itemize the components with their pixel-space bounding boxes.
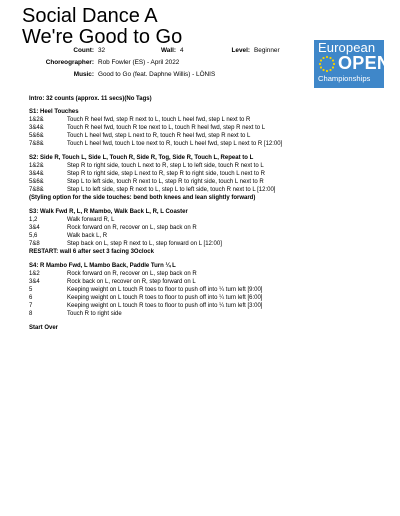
step-count: 7 bbox=[29, 303, 33, 309]
level-value: Beginner bbox=[254, 47, 280, 54]
step-count: 7&8& bbox=[29, 141, 44, 147]
music-label: Music: bbox=[73, 71, 94, 78]
step-description: Rock back on L, recover on R, step forward on L bbox=[67, 279, 196, 285]
step-count: 3&4& bbox=[29, 125, 44, 131]
section-2-title: S2: Side R, Touch L, Side L, Touch R, Side R, Tog, Side R, Touch L, Repeat to L bbox=[29, 155, 254, 161]
eu-stars-icon bbox=[318, 55, 336, 72]
dance-info bbox=[22, 45, 312, 81]
step-description: Touch R to right side bbox=[67, 311, 122, 317]
step-count: 6 bbox=[29, 295, 33, 301]
step-description: Keeping weight on L touch R toes to floor to push off into ¼ turn left [9:00] bbox=[67, 287, 263, 293]
section-4-title: S4: R Mambo Fwd, L Mambo Back, Paddle Turn ¼ L bbox=[29, 263, 176, 269]
wall-label: Wall: bbox=[160, 47, 176, 54]
step-count: 3&4& bbox=[29, 171, 44, 177]
dance-title bbox=[22, 6, 182, 48]
step-description: Touch L heel fwd, touch L toe next to R, touch L heel fwd, step L next to R [12:00] bbox=[67, 141, 283, 147]
step-description: Walk back L, R bbox=[67, 233, 108, 239]
dance-title-line1: Social Dance A bbox=[22, 5, 158, 27]
dance-title-line2: We're Good to Go bbox=[22, 26, 183, 48]
step-count: 1&2& bbox=[29, 163, 44, 169]
step-count: 5&6& bbox=[29, 179, 44, 185]
step-count: 3&4 bbox=[29, 225, 40, 231]
step-description: Step R to right side, touch L next to R, step L to left side, touch R next to L bbox=[67, 163, 264, 169]
step-description: Touch R heel fwd, step R next to L, touch L heel fwd, step L next to R bbox=[67, 117, 251, 123]
step-description: Touch L heel fwd, step L next to R, touch R heel fwd, step R next to L bbox=[67, 133, 251, 139]
step-description: Walk forward R, L bbox=[67, 217, 115, 223]
step-count: 5&6& bbox=[29, 133, 44, 139]
logo-text-european: European bbox=[318, 40, 376, 55]
section-1-title: S1: Heel Touches bbox=[29, 109, 79, 115]
restart-note: RESTART: wall 6 after sect 3 facing 3Oclock bbox=[29, 249, 154, 255]
step-count: 1,2 bbox=[29, 217, 38, 223]
styling-note: (Styling option for the side touches: bend both knees and lean slightly forward) bbox=[29, 195, 256, 201]
count-value: 32 bbox=[98, 47, 106, 54]
info-row-music bbox=[22, 69, 312, 81]
music-value: Good to Go (feat. Daphne Willis) - LÒNIS bbox=[98, 71, 216, 78]
wall-value: 4 bbox=[180, 47, 184, 54]
logo-text-championships: Championships bbox=[318, 74, 371, 83]
choreographer-value: Rob Fowler (ES) - April 2022 bbox=[98, 59, 180, 66]
step-count: 8 bbox=[29, 311, 33, 317]
step-count: 1&2& bbox=[29, 117, 44, 123]
step-description: Step L to left side, step R next to L, step L to left side, touch R next to L [12:00] bbox=[67, 187, 276, 193]
step-count: 5,6 bbox=[29, 233, 38, 239]
step-count: 7&8 bbox=[29, 241, 40, 247]
step-description: Step R to right side, step L next to R, step R to right side, touch L next to R bbox=[67, 171, 265, 177]
count-label: Count: bbox=[73, 47, 94, 54]
section-3-title: S3: Walk Fwd R, L, R Mambo, Walk Back L, R, L Coaster bbox=[29, 209, 188, 215]
intro-line: Intro: 32 counts (approx. 11 secs)(No Tags) bbox=[29, 96, 152, 102]
step-description: Step back on L, step R next to L, step forward on L [12:00] bbox=[67, 241, 222, 247]
european-open-logo bbox=[314, 40, 391, 88]
info-row-choreographer bbox=[22, 57, 312, 69]
step-count: 3&4 bbox=[29, 279, 40, 285]
choreographer-label: Choreographer: bbox=[45, 59, 94, 66]
step-description: Rock forward on R, recover on L, step back on R bbox=[67, 271, 197, 277]
info-row-count bbox=[22, 45, 312, 57]
step-description: Step L to left side, touch R next to L, step R to right side, touch L next to R bbox=[67, 179, 264, 185]
step-count: 1&2 bbox=[29, 271, 40, 277]
step-description: Rock forward on R, recover on L, step back on R bbox=[67, 225, 197, 231]
step-description: Keeping weight on L touch R toes to floor to push off into ¼ turn left [3:00] bbox=[67, 303, 263, 309]
logo-text-open: OPEN bbox=[338, 53, 391, 73]
step-count: 7&8& bbox=[29, 187, 44, 193]
start-over-note: Start Over bbox=[29, 325, 59, 331]
step-description: Keeping weight on L touch R toes to floor to push off into ¼ turn left [6:00] bbox=[67, 295, 263, 301]
step-description: Touch R heel fwd, touch R toe next to L, touch R heel fwd, step R next to L bbox=[67, 125, 266, 131]
level-label: Level: bbox=[231, 47, 250, 54]
step-count: 5 bbox=[29, 287, 33, 293]
